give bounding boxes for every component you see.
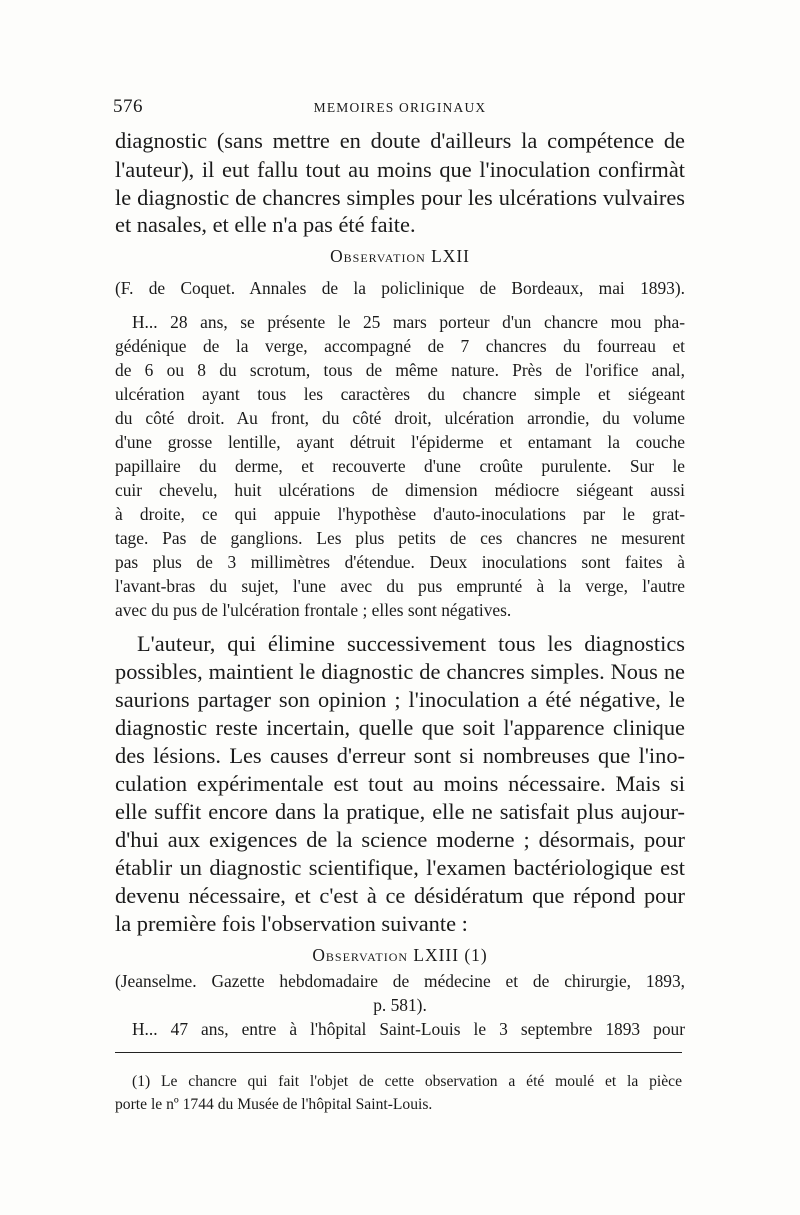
text-line: tage. Pas de ganglions. Les plus petits de ces chancres ne mesurent [115, 528, 685, 548]
citation-line: (F. de Coquet. Annales de la policlinique de Bordeaux, mai 1893). [115, 278, 685, 298]
citation-line: p. 581). [373, 995, 427, 1015]
text-line: saurions partager son opinion ; l'inoculation a été négative, le [115, 687, 685, 712]
footnote-line: (1) Le chancre qui fait l'objet de cette observation a été moulé et la pièce [132, 1073, 682, 1090]
text-line: elle suffit encore dans la pratique, elle ne satisfait plus aujour- [115, 799, 685, 824]
text-line: du côté droit. Au front, du côté droit, ulcération arrondie, du volume [115, 408, 685, 428]
text-line: l'avant-bras du sujet, l'une avec du pus emprunté à la verge, l'autre [115, 576, 685, 596]
text-line: avec du pus de l'ulcération frontale ; elles sont négatives. [115, 600, 512, 620]
text-line: H... 47 ans, entre à l'hôpital Saint-Louis le 3 septembre 1893 pour [132, 1019, 685, 1039]
text-line: pas plus de 3 millimètres d'étendue. Deux inoculations sont faites à [115, 552, 685, 572]
running-head: MEMOIRES ORIGINAUX [313, 100, 487, 115]
text-line: et nasales, et elle n'a pas été faite. [115, 212, 416, 237]
text-line: des lésions. Les causes d'erreur sont si nombreuses que l'ino- [115, 743, 685, 768]
text-line: le diagnostic de chancres simples pour les ulcérations vulvaires [115, 185, 685, 210]
text-line: H... 28 ans, se présente le 25 mars porteur d'un chancre mou pha- [132, 312, 685, 332]
text-line: culation expérimentale est tout au moins nécessaire. Mais si [115, 771, 685, 796]
footnote-rule [115, 1052, 682, 1053]
observation-heading: Observation LXIII (1) [312, 945, 488, 965]
text-line: la première fois l'observation suivante : [115, 911, 468, 936]
text-line: à droite, ce qui appuie l'hypothèse d'auto-inoculations par le grat- [115, 504, 685, 524]
observation-heading: Observation LXII [330, 246, 470, 266]
footnote-line: porte le nº 1744 du Musée de l'hôpital Saint-Louis. [115, 1096, 433, 1113]
text-line: cuir chevelu, huit ulcérations de dimension médiocre siégeant aussi [115, 480, 685, 500]
text-line: possibles, maintient le diagnostic de chancres simples. Nous ne [115, 659, 685, 684]
text-line: établir un diagnostic scientifique, l'examen bactériologique est [115, 855, 685, 880]
text-line: devenu nécessaire, et c'est à ce désidératum que répond pour [115, 883, 685, 908]
text-line: gédénique de la verge, accompagné de 7 chancres du fourreau et [115, 336, 685, 356]
text-line: l'auteur), il eut fallu tout au moins que l'inoculation confirmàt [115, 157, 685, 182]
text-line: d'une grosse lentille, ayant détruit l'épiderme et entamant la couche [115, 432, 685, 452]
text-line: papillaire du derme, et recouverte d'une croûte purulente. Sur le [115, 456, 685, 476]
text-line: diagnostic reste incertain, quelle que soit l'apparence clinique [115, 715, 685, 740]
citation-line: (Jeanselme. Gazette hebdomadaire de médecine et de chirurgie, 1893, [115, 971, 685, 991]
page-number: 576 [113, 96, 143, 117]
text-line: d'hui aux exigences de la science moderne ; désormais, pour [115, 827, 685, 852]
text-line: diagnostic (sans mettre en doute d'ailleurs la compétence de [115, 128, 685, 153]
text-line: de 6 ou 8 du scrotum, tous de même nature. Près de l'orifice anal, [115, 360, 685, 380]
text-line: ulcération ayant tous les caractères du chancre simple et siégeant [115, 384, 685, 404]
text-line: L'auteur, qui élimine successivement tous les diagnostics [137, 631, 685, 656]
